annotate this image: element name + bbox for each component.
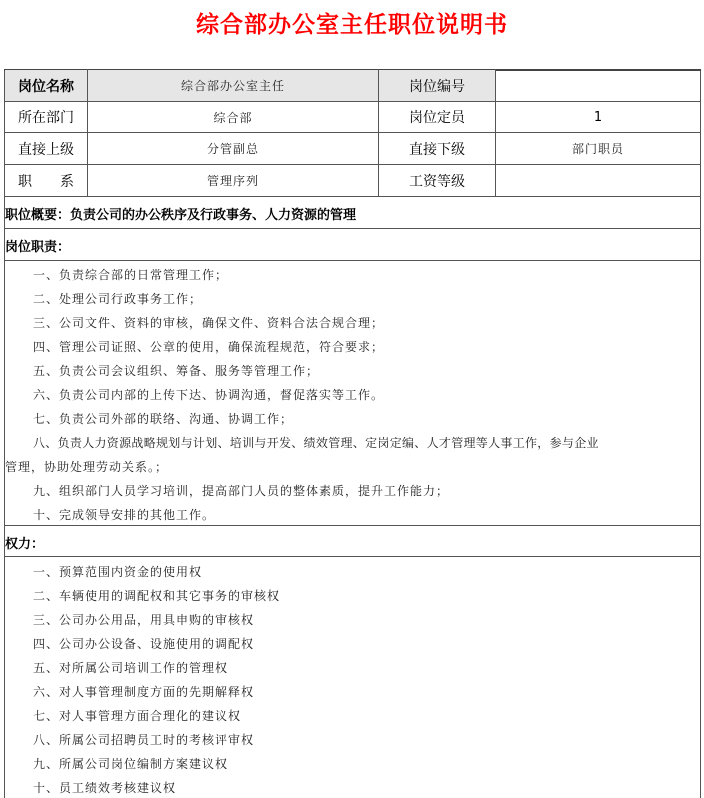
duty-item: 五、负责公司会议组织、筹备、服务等管理工作； (33, 364, 320, 378)
row-divider (4, 260, 701, 261)
row-divider (4, 196, 701, 197)
power-item: 十、员工绩效考核建议权 (33, 781, 177, 795)
duty-item: 二、处理公司行政事务工作； (33, 292, 203, 306)
duty-item: 一、负责综合部的日常管理工作； (33, 268, 229, 282)
value-direct-subordinate: 部门职员 (571, 142, 624, 156)
duty-item: 九、组织部门人员学习培训，提高部门人员的整体素质，提升工作能力； (33, 484, 450, 498)
row-divider (4, 556, 701, 557)
power-item: 七、对人事管理方面合理化的建议权 (33, 709, 242, 723)
duty-item: 四、管理公司证照、公章的使用，确保流程规范，符合要求； (33, 340, 385, 354)
power-item: 六、对人事管理制度方面的先期解释权 (33, 685, 255, 699)
label-salary-grade: 工资等级 (409, 173, 465, 190)
label-job-family: 职 系 (18, 173, 74, 190)
power-item: 一、预算范围内资金的使用权 (33, 565, 203, 579)
duty-item: 八、负责人力资源战略规划与计划、培训与开发、绩效管理、定岗定编、人才管理等人事工作，参与企业 (33, 436, 599, 450)
label-department: 所在部门 (18, 110, 74, 126)
value-job-family: 管理序列 (206, 174, 259, 188)
power-item: 五、对所属公司培训工作的管理权 (33, 661, 229, 675)
value-headcount: 1 (593, 109, 603, 125)
power-item: 八、所属公司招聘员工时的考核评审权 (33, 733, 255, 747)
row-divider (4, 525, 701, 526)
label-position-name: 岗位名称 (5, 70, 87, 101)
powers-heading: 权力： (5, 537, 45, 552)
duty-item: 十、完成领导安排的其他工作。 (33, 508, 216, 522)
label-headcount: 岗位定员 (409, 110, 465, 126)
duty-item-continuation: 管理，协助处理劳动关系。； (5, 460, 169, 474)
label-position-code: 岗位编号 (379, 70, 495, 101)
row-divider (4, 228, 701, 229)
power-item: 九、所属公司岗位编制方案建议权 (33, 757, 229, 771)
power-item: 四、公司办公设备、设施使用的调配权 (33, 637, 255, 651)
job-overview: 职位概要：负责公司的办公秩序及行政事务、人力资源的管理 (5, 208, 357, 223)
duty-item: 六、负责公司内部的上传下达、协调沟通，督促落实等工作。 (33, 388, 385, 402)
power-item: 二、车辆使用的调配权和其它事务的审核权 (33, 589, 281, 603)
label-direct-superior: 直接上级 (18, 141, 74, 158)
duties-heading: 岗位职责： (5, 240, 71, 255)
value-department: 综合部 (213, 110, 253, 125)
value-position-code (496, 70, 700, 101)
value-salary-grade (496, 165, 700, 196)
power-item: 三、公司办公用品，用具申购的审核权 (33, 613, 255, 627)
label-direct-subordinate: 直接下级 (409, 141, 465, 158)
value-position-name: 综合部办公室主任 (88, 70, 378, 101)
duty-item: 七、负责公司外部的联络、沟通、协调工作； (33, 412, 294, 426)
duty-item: 三、公司文件、资料的审核，确保文件、资料合法合规合理； (33, 316, 385, 330)
value-direct-superior: 分管副总 (206, 142, 259, 156)
page-title: 综合部办公室主任职位说明书 (196, 12, 508, 38)
